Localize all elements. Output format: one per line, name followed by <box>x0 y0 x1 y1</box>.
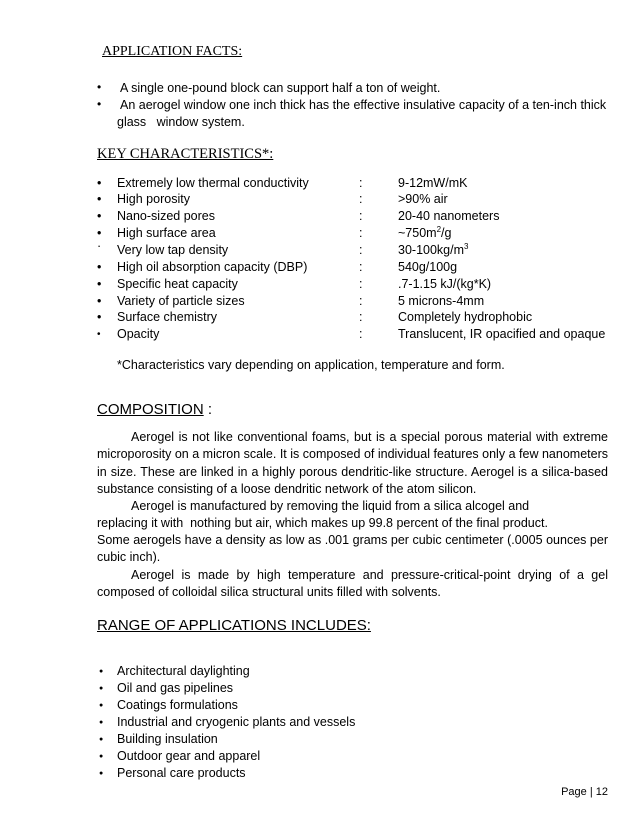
bullet-icon: ● <box>99 668 104 675</box>
bullet-icon: • <box>97 329 101 340</box>
characteristic-label: Variety of particle sizes <box>117 294 245 308</box>
bullet-icon: ● <box>99 753 104 760</box>
composition-paragraph-1: Aerogel is not like conventional foams, but is a special porous material with extreme microporosity on a micron scale. It is composed of individual features only a few nanometers in size. These are linked in a highly porous dendritic-like structure. Aerogel is a silica-based substance consisting of a loose dendritic network of the atom silicon. <box>97 430 608 497</box>
bullet-icon: • <box>97 97 102 111</box>
characteristic-colon: : <box>359 176 363 190</box>
bullet-icon: • <box>97 260 102 274</box>
bullet-icon: • <box>97 226 102 240</box>
characteristic-colon: : <box>359 209 363 223</box>
characteristic-label: High oil absorption capacity (DBP) <box>117 260 308 274</box>
characteristic-colon: : <box>359 294 363 308</box>
characteristic-value: Completely hydrophobic <box>398 310 533 324</box>
bullet-icon: ● <box>99 770 104 777</box>
characteristic-value: 20-40 nanometers <box>398 209 500 223</box>
characteristic-colon: : <box>359 192 363 206</box>
composition-paragraph-2-line-3: Some aerogels have a density as low as .001 grams per cubic centimeter (.0005 ounces per cubic inch). <box>97 533 608 565</box>
application-label: Oil and gas pipelines <box>117 681 234 695</box>
application-label: Building insulation <box>117 732 218 746</box>
composition-paragraph-2-line-2: replacing it with nothing but air, which makes up 99.8 percent of the final product. <box>97 516 548 530</box>
characteristic-row <box>97 277 617 294</box>
characteristic-value: $\sim 750m^2/g$ <box>398 224 452 240</box>
characteristic-value: 540g/100g <box>398 260 458 274</box>
characteristic-value: .7-1.15 kJ/(kg*K) <box>398 277 492 291</box>
characteristics-note: *Characteristics vary depending on application, temperature and form. <box>117 358 505 372</box>
key-characteristics-heading: KEY CHARACTERISTICS*: <box>97 146 274 162</box>
characteristic-row <box>97 294 617 311</box>
bullet-icon: · <box>97 239 102 253</box>
bullet-icon: ● <box>99 685 104 692</box>
bullet-icon: ● <box>99 719 104 726</box>
application-label: Personal care products <box>117 766 246 780</box>
page-number: Page | 12 <box>561 786 608 798</box>
characteristic-row <box>97 176 617 193</box>
characteristic-label: Surface chemistry <box>117 310 218 324</box>
composition-paragraph-3: Aerogel is made by high temperature and pressure-critical-point drying of a gel composed of colloidal silica structural units filled with solvents. <box>97 568 608 600</box>
bullet-icon: • <box>97 192 102 206</box>
application-label: Architectural daylighting <box>117 664 250 678</box>
bullet-icon: ● <box>99 736 104 743</box>
characteristic-value: >90% air <box>398 192 448 206</box>
characteristic-value: Translucent, IR opacified and opaque <box>398 327 606 341</box>
characteristic-label: Extremely low thermal conductivity <box>117 176 309 190</box>
bullet-icon: • <box>97 209 102 223</box>
characteristic-value: 9-12mW/mK <box>398 176 468 190</box>
composition-paragraph-2-line-1: Aerogel is manufactured by removing the liquid from a silica alcogel and <box>131 499 530 513</box>
characteristic-colon: : <box>359 260 363 274</box>
application-label: Industrial and cryogenic plants and vessels <box>117 715 356 729</box>
bullet-icon: • <box>97 176 102 190</box>
characteristic-label: Specific heat capacity <box>117 277 238 291</box>
characteristic-label: Opacity <box>117 327 160 341</box>
composition-heading: COMPOSITION : <box>97 401 213 418</box>
application-label: Outdoor gear and apparel <box>117 749 261 763</box>
characteristic-row <box>97 239 617 260</box>
characteristic-row <box>97 327 617 344</box>
characteristic-label: High porosity <box>117 192 190 206</box>
range-of-applications-heading: RANGE OF APPLICATIONS INCLUDES: <box>97 617 371 634</box>
application-facts-heading: APPLICATION FACTS: <box>102 44 243 59</box>
characteristic-colon: : <box>359 277 363 291</box>
fact-item: An aerogel window one inch thick has the effective insulative capacity of a ten-inch thick <box>120 98 607 112</box>
characteristic-label: High surface area <box>117 226 216 240</box>
fact-item-continuation: glass window system. <box>117 115 245 129</box>
characteristic-row <box>97 310 617 327</box>
characteristic-row <box>97 209 617 226</box>
characteristic-label: Nano-sized pores <box>117 209 215 223</box>
bullet-icon: • <box>97 277 102 291</box>
bullet-icon: • <box>97 294 102 308</box>
characteristic-colon: : <box>359 310 363 324</box>
characteristic-value: 5 microns-4mm <box>398 294 485 308</box>
characteristic-row <box>97 192 617 209</box>
bullet-icon: • <box>97 310 102 324</box>
characteristic-label: Very low tap density <box>117 243 229 257</box>
application-label: Coatings formulations <box>117 698 238 712</box>
characteristic-colon: : <box>359 243 363 257</box>
characteristic-colon: : <box>359 327 363 341</box>
bullet-icon: • <box>97 80 102 94</box>
characteristic-row <box>97 260 617 277</box>
characteristic-colon: : <box>359 226 363 240</box>
characteristic-value: $30-100kg/m^3$ <box>398 241 469 257</box>
fact-item: A single one-pound block can support half a ton of weight. <box>120 81 441 95</box>
characteristic-row <box>97 226 617 243</box>
bullet-icon: ● <box>99 702 104 709</box>
